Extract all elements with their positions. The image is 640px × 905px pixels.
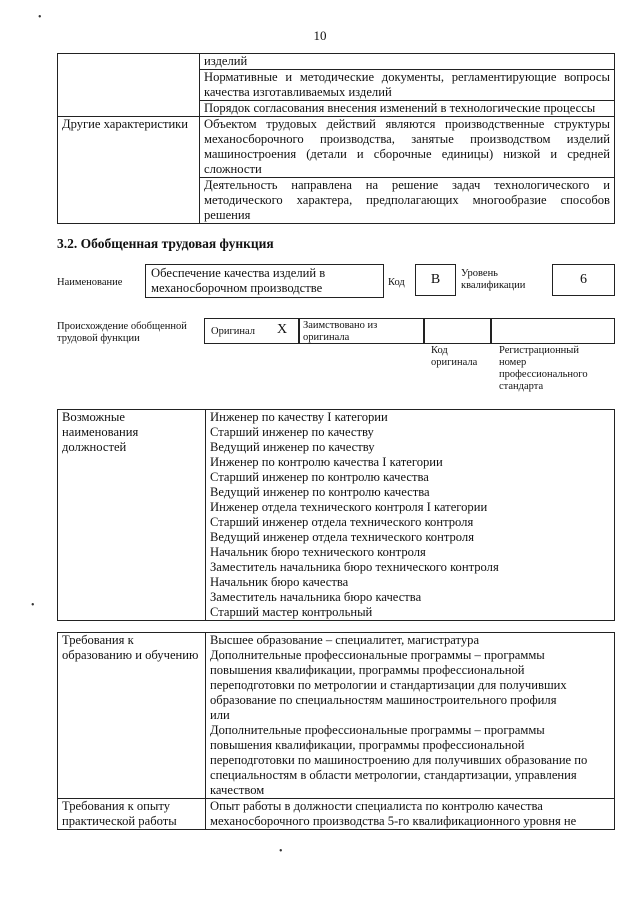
table-cell: Порядок согласования внесения изменений в технологические процессы	[204, 101, 596, 115]
name-label: Наименование	[57, 277, 123, 288]
table-row	[58, 410, 615, 621]
education-line: повышения квалификации, программы профессиональной	[210, 738, 525, 752]
table-cell: изделий	[200, 54, 614, 70]
level-box	[552, 264, 615, 296]
level-label: Уровень квалификации	[461, 268, 526, 291]
reg-number-box	[490, 318, 615, 344]
education-line: переподготовки по метрологии и стандартизации для получивших	[210, 678, 567, 692]
borrowed-box	[298, 318, 425, 344]
education-line: специальностям в области метрологии, стандартизации, управления	[210, 768, 577, 782]
list-item: Инженер по контролю качества I категории	[210, 455, 443, 469]
education-label: Требования к образованию и обучению	[58, 633, 206, 799]
list-item: Инженер отдела технического контроля I категории	[210, 500, 488, 514]
table-cell: Деятельность направлена на решение задач технологического и методического характера, предполагающих многообразие способов решения	[204, 178, 610, 222]
table-cell: Нормативные и методические документы, регламентирующие вопросы качества изготавливаемых изделий	[200, 70, 614, 101]
list-item: Инженер по качеству I категории	[210, 410, 388, 424]
page-number: 10	[313, 28, 327, 43]
education-line: качеством	[210, 783, 265, 797]
section-title: 3.2. Обобщенная трудовая функция	[57, 236, 274, 251]
reg-number-caption: Регистрационный номер профессионального стандарта	[499, 345, 588, 392]
education-line: повышения квалификации, программы профессиональной	[210, 663, 525, 677]
table-row	[58, 799, 615, 830]
scan-dot: •	[31, 600, 35, 611]
top-table	[57, 53, 615, 224]
row-label	[58, 54, 200, 117]
experience-label: Требования к опыту практической работы	[58, 799, 206, 830]
list-item: Начальник бюро качества	[210, 575, 349, 589]
experience-list	[206, 799, 615, 830]
experience-line: механосборочного производства 5-го квалификационного уровня не	[210, 814, 577, 828]
education-list	[206, 633, 615, 799]
borrowed-label: Заимствовано из оригинала	[303, 320, 378, 343]
list-item: Старший инженер отдела технического контроля	[210, 515, 474, 529]
code-original-box	[423, 318, 492, 344]
list-item: Ведущий инженер по контролю качества	[210, 485, 430, 499]
list-item: Старший мастер контрольный	[210, 605, 373, 619]
level-value: 6	[580, 272, 587, 287]
education-line: Дополнительные профессиональные программы – программы	[210, 723, 545, 737]
education-line: образование по специальностям машиностроительного профиля	[210, 693, 557, 707]
list-item: Заместитель начальника бюро технического контроля	[210, 560, 499, 574]
list-item: Ведущий инженер по качеству	[210, 440, 375, 454]
scan-dot: •	[38, 12, 42, 23]
list-item: Заместитель начальника бюро качества	[210, 590, 422, 604]
original-box	[204, 318, 300, 344]
education-line: переподготовки по машиностроению для получивших образование по	[210, 753, 588, 767]
name-value: Обеспечение качества изделий в механосборочном производстве	[151, 266, 326, 295]
table-row	[58, 54, 615, 117]
table-cell: Объектом трудовых действий являются производственные структуры механосборочного производства, занятые производством изделий машиностроения (детали и сборочные единицы) низкой и средней сложности	[200, 117, 614, 178]
original-label: Оригинал	[211, 326, 255, 337]
code-value: В	[430, 272, 441, 287]
education-line: Высшее образование – специалитет, магистратура	[210, 633, 480, 647]
name-value-box	[145, 264, 384, 298]
positions-label: Возможные наименования должностей	[58, 410, 206, 621]
list-item: Ведущий инженер отдела технического контроля	[210, 530, 475, 544]
code-label: Код	[388, 277, 405, 288]
row-label: Другие характеристики	[58, 117, 200, 224]
positions-list	[206, 410, 615, 621]
origin-label: Происхождение обобщенной трудовой функции	[57, 321, 187, 344]
list-item: Старший инженер по качеству	[210, 425, 374, 439]
table-row	[58, 633, 615, 799]
list-item: Начальник бюро технического контроля	[210, 545, 426, 559]
requirements-table	[57, 632, 615, 830]
education-line: Дополнительные профессиональные программы – программы	[210, 648, 545, 662]
scan-dot: •	[279, 846, 283, 857]
code-original-caption: Код оригинала	[431, 345, 478, 368]
education-line: или	[210, 708, 230, 722]
code-box	[415, 264, 456, 296]
table-row	[58, 117, 615, 224]
positions-table	[57, 409, 615, 621]
original-mark: Х	[277, 322, 288, 337]
experience-line: Опыт работы в должности специалиста по контролю качества	[210, 799, 543, 813]
list-item: Старший инженер по контролю качества	[210, 470, 429, 484]
